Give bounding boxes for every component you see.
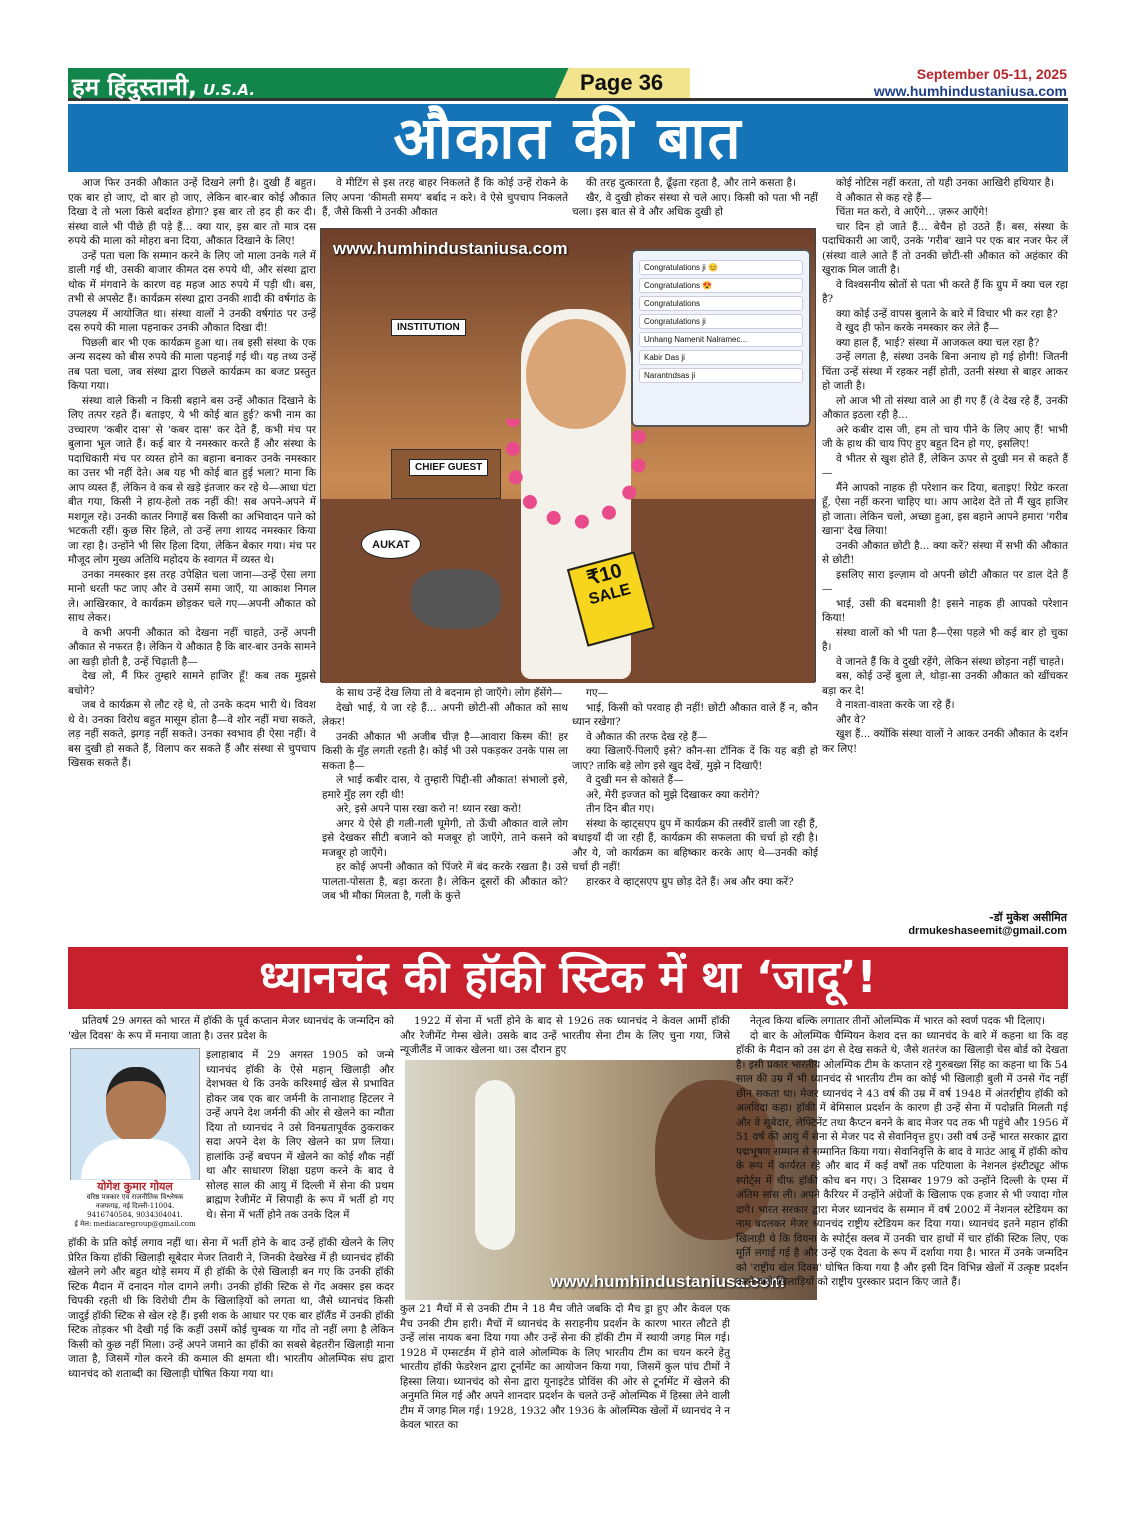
paragraph: चार दिन हो जाते हैं... बेचैन हो उठते हैं। बस, संस्था के पदाधिकारी आ जाएँ, उनके 'गरीब' खाने पर एक बार नजर फेर लें (संस्था वाले आते हैं तो उनकी छोटी-सी औकात को अहंकार की खुराक मिल जाती है। bbox=[822, 220, 1068, 276]
paragraph: इसलिए सारा इल्ज़ाम वो अपनी छोटी औकात पर डाल देते हैं — bbox=[822, 568, 1068, 595]
man-face bbox=[526, 319, 626, 429]
paragraph: तीन दिन बीत गए। bbox=[586, 803, 655, 815]
chat-message: Congratulations 😍 bbox=[639, 278, 803, 293]
author-email[interactable]: ई मेल: mediacaregroup@gmail.com bbox=[74, 1220, 196, 1228]
paragraph: दो बार के ओलम्पिक चैम्पियन केशव दत्त का ध्यानचंद के बारे में कहना था कि वह हॉकी के मैदान को उस ढंग से देख सकते थे, जैसे शतरंज का खिलाड़ी चेस बोर्ड को देखता है। इसी प्रकार भारतीय ओलम्पिक टीम के कप्तान रहे गुरुबख्श सिंह का कहना था कि 54 साल की उम्र में भी ध्यानचंद से भारतीय टीम का कोई भी खिलाड़ी बुली में उनसे गेंद नहीं छीन सकता था। मेजर ध्यानचंद ने 43 वर्ष की उम्र में वर्ष 1948 में अंतर्राष्ट्रीय हॉकी को अलविदा कहा। हॉकी में बेमिसाल प्रदर्शन के कारण ही उन्हें सेना में पदोन्नति मिलती गई और वे सूबेदार, लेफ्टिनेंट तथा कैप्टन बनने के बाद मेजर पद तक भी पहुंचे और 1956 में 51 वर्ष की आयु में सेना से मेजर पद से सेवानिवृत्त हुए। उसी वर्ष उन्हें भारत सरकार द्वारा पद्मभूषण सम्मान से सम्मानित किया गया। सेवानिवृत्ति के बाद वे माउंट आबू में हॉकी कोच के रूप में कार्यरत रहे और बाद में कई वर्षों तक पटियाला के नेशनल इंस्टीट्यूट ऑफ स्पोर्ट्स में चीफ हॉकी कोच बन गए। 3 दिसम्बर 1979 को उन्होंने दिल्ली के एम्स में अंतिम सांस ली। अपने कैरियर में उन्होंने अंग्रेजों के खिलाफ एक हजार से भी ज्यादा गोल दागे। भारत सरकार द्वारा मेजर ध्यानचंद के सम्मान में वर्ष 2002 में नेशनल स्टेडियम का नाम बदलकर मेजर ध्यानचंद राष्ट्रीय स्टेडियम कर दिया गया। ध्यानचंद इतने महान हॉकी खिलाड़ी थे कि वियना के स्पोर्ट्स क्लब में उनकी चार हाथों में चार हॉकी स्टिक लिए, एक मूर्ति लगाई गई है और उन्हें एक देवता के रूप में दर्शाया गया है। भारत में उनके जन्मदिन को 'राष्ट्रीय खेल दिवस' घोषित किया गया है और इसी दिन विभिन्न खेलों में उत्कृष्ट प्रदर्शन करने वाले खिलाड़ियों को राष्ट्रीय पुरस्कार प्रदान किए जाते हैं। bbox=[736, 1029, 1068, 1288]
paragraph: क्या खिलाएँ-पिलाएँ इसे? कौन-सा टॉनिक दें कि यह बड़ी हो जाए? ताकि बड़े लोग इसे खुद देखें, मुझे न दिखाएँ! bbox=[572, 745, 818, 772]
paragraph: बस, कोई उन्हें बुला ले, थोड़ा-सा उनकी औकात को खींचकर बड़ा कर दे! bbox=[822, 670, 1068, 697]
page-number: Page 36 bbox=[580, 70, 664, 95]
paragraph: नेतृत्व किया बल्कि लगातार तीनों ओलम्पिक में भारत को स्वर्ण पदक भी दिलाए। bbox=[750, 1015, 1046, 1027]
author-phones: 9416740584, 9034304041. bbox=[87, 1211, 183, 1219]
paragraph: वे नाश्ता-वाश्ता करके जा रहे हैं। bbox=[836, 699, 955, 711]
paragraph: मैंने आपको नाहक ही परेशान कर दिया, बताइए! रिग्रेट करता हूँ, ऐसा नहीं करना चाहिए था। आप आदेश देते तो मैं खुद हाजिर हो जाता। लेकिन चलो, अच्छा हुआ, इस बहाने आपने हमारा 'गरीब खाना' देख लिया! bbox=[822, 481, 1068, 537]
paragraph: जब वे कार्यक्रम से लौट रहे थे, तो उनके कदम भारी थे। विवश थे वे। उनका विरोध बहुत मासूम होता है—वे शोर नहीं मचा सकते, लड़ नहीं सकते, झगड़ नहीं सकते। उनका स्वभाव ही ऐसा नहीं। वे बस दुखी हो सकते हैं, विलाप कर सकते हैं और संस्था से चुपचाप खिसक सकते हैं। bbox=[68, 699, 316, 769]
paragraph: वे खुद ही फोन करके नमस्कार कर लेते हैं— bbox=[836, 322, 1000, 334]
photo-watermark: www.humhindustaniusa.com bbox=[550, 1272, 785, 1291]
hockey-player-figure bbox=[475, 1080, 515, 1250]
article1-title: औकात की बात bbox=[68, 104, 1068, 172]
website-link[interactable]: www.humhindustaniusa.com bbox=[873, 83, 1067, 99]
speech-bubble: AUKAT bbox=[361, 529, 421, 559]
paragraph: ले भाई कबीर दास, ये तुम्हारी पिद्दी-सी औकात! संभालो इसे, हमारे मुँह लग रही थी! bbox=[322, 774, 568, 801]
paragraph: खुश हैं... क्योंकि संस्था वालों ने आकर उनकी औकात के दर्शन कर लिए! bbox=[822, 728, 1068, 755]
article1-col3-top bbox=[572, 176, 818, 226]
chat-message: Congratulations bbox=[639, 296, 803, 311]
paragraph: वे दुखी मन से कोसते हैं— bbox=[586, 774, 684, 786]
cartoon-illustration bbox=[320, 228, 816, 682]
article1-email[interactable]: drmukeshaseemit@gmail.com bbox=[908, 925, 1067, 937]
masthead bbox=[72, 70, 255, 103]
paragraph: और वे? bbox=[836, 713, 866, 726]
paragraph: वे औकात की तरफ देख रहे हैं— bbox=[586, 730, 708, 743]
paragraph: उनका नमस्कार इस तरह उपेक्षित चला जाना—उन्हें ऐसा लगा मानो धरती फट जाए और वे उसमें समा जाएँ, या आकाश निगल ले। आखिरकार, वे कार्यक्रम छोड़कर चले गए—अपनी औकात को साथ लेकर। bbox=[68, 568, 316, 624]
issue-date: September 05-11, 2025 bbox=[916, 66, 1067, 82]
paragraph: वे कभी अपनी औकात को देखना नहीं चाहते, उन्हें अपनी औकात से नफरत है। लेकिन ये औकात है कि बार-बार उनके सामने आ खड़ी होती है, उन्हें चिढ़ाती है— bbox=[68, 626, 316, 668]
paragraph: के साथ उन्हें देख लिया तो वे बदनाम हो जाएँगे। लोग हँसेंगे— bbox=[336, 687, 563, 699]
article2-col1-top bbox=[68, 1014, 394, 1048]
illustration-watermark: www.humhindustaniusa.com bbox=[333, 239, 568, 258]
article1-col2-top bbox=[322, 176, 568, 226]
paragraph: अगर ये ऐसे ही गली-गली घूमेगी, तो ऊँची औकात वाले लोग इसे देखकर सीटी बजाने को मजबूर हो जाएँगे, ताने कसने को मजबूर हो जाएँगे। bbox=[322, 817, 568, 859]
paragraph: संस्था वालों को भी पता है—ऐसा पहले भी कई बार हो चुका है। bbox=[822, 626, 1068, 653]
chat-message: Kabir Das ji bbox=[639, 350, 803, 365]
paragraph: उन्हें पता चला कि सम्मान करने के लिए जो माला उनके गले में डाली गई थी, उसकी बाजार कीमत दस रुपये थी, और संस्था द्वारा थोक में मंगवाने के कारण वह महज आठ रुपये में पड़ी थी। बस, तभी से अपसेट हैं। कार्यक्रम संस्था द्वारा उनकी शादी की वर्षगांठ के उपलक्ष्य में आयोजित था। संस्था वालों ने उनकी वर्षगांठ पर उन्हें दस रुपये की माला पहनाकर उनकी औकात दिखा दी! bbox=[68, 249, 316, 334]
paragraph: प्रतिवर्ष 29 अगस्त को भारत में हॉकी के पूर्व कप्तान मेजर ध्यानचंद के जन्मदिन को 'खेल दिवस' के रूप में मनाया जाता है। उत्तर प्रदेश के bbox=[68, 1015, 394, 1042]
article2-col1-side bbox=[206, 1048, 394, 1234]
paragraph: गए— bbox=[586, 687, 608, 699]
paragraph: उनकी औकात भी अजीब चीज़ है—आवारा किस्म की! हर किसी के मुँह लगती रहती है। कोई भी उसे पकड़कर उनके पास ला सकता है— bbox=[322, 730, 568, 772]
article1-col3-bottom bbox=[572, 686, 818, 936]
paragraph: क्या कोई उन्हें वापस बुलाने के बारे में विचार भी कर रहा है? bbox=[836, 307, 1058, 320]
paragraph: वे विश्वसनीय स्रोतों से पता भी करते हैं कि ग्रुप में क्या चल रहा है? bbox=[822, 278, 1068, 305]
chat-message: Narantndsas ji bbox=[639, 368, 803, 383]
paragraph: आज फिर उनकी औकात उन्हें दिखने लगी है। दुखी हैं बहुत। एक बार हो जाए, दो बार हो जाए, लेकिन बार-बार कोई औकात दिखा दे तो भला किसे बर्दाश्त होगा? इस बार तो हद ही कर दी। संस्था वाले भी पीछे ही पड़े हैं... क्या यार, इस बार तो मात्र दस रुपये की माला को मोहरा बना दिया, औकात दिखाने के लिए! bbox=[68, 177, 316, 247]
institution-label: INSTITUTION bbox=[391, 319, 466, 336]
chat-message: Congratulations ji bbox=[639, 314, 803, 329]
paragraph: हर कोई अपनी औकात को पिंजरे में बंद करके रखता है। उसे पालता-पोसता है, बड़ा करता है। लेकिन दूसरों की औकात को? जब भी मौका मिलता है, गली के कुत्ते bbox=[322, 861, 568, 902]
author-shirt bbox=[81, 1139, 191, 1179]
article2-col2-bottom bbox=[400, 1302, 730, 1477]
paragraph: वे भीतर से खुश होते हैं, लेकिन ऊपर से दुखी मन से कहते हैं— bbox=[822, 452, 1068, 479]
paragraph: चिंता मत करो, वे आएँगे... ज़रूर आएँगे! bbox=[836, 206, 989, 218]
article1-col1 bbox=[68, 176, 316, 769]
masthead-suffix: U.S.A. bbox=[203, 81, 256, 99]
price-tag-amount: ₹10 bbox=[584, 559, 625, 591]
paragraph: उनकी औकात छोटी है... क्या करें? संस्था में सभी की औकात से छोटी! bbox=[822, 539, 1068, 566]
chief-guest-label: CHIEF GUEST bbox=[409, 459, 488, 476]
paragraph: वे मीटिंग से इस तरह बाहर निकलते हैं कि कोई उन्हें रोकने के लिए अपना 'कीमती समय' बर्बाद न करे। वे ऐसे चुपचाप निकलते हैं, जैसे किसी ने उनकी औकात bbox=[322, 177, 568, 218]
author-name: योगेश कुमार गोयल bbox=[97, 1180, 173, 1193]
paragraph: लो आज भी तो संस्था वाले आ ही गए हैं (वे देख रहे हैं, उनकी औकात इठला रही है... bbox=[822, 394, 1068, 421]
paragraph: कोई नोटिस नहीं करता, तो यही उनका आखिरी हथियार है। bbox=[836, 177, 1055, 189]
author-designation: वरिष्ठ पत्रकार एवं राजनीतिक विश्लेषक bbox=[86, 1193, 184, 1201]
masthead-title: हम हिंदुस्तानी, bbox=[72, 73, 198, 101]
paragraph: संस्था वाले किसी न किसी बहाने बस उन्हें औकात दिखाने के लिए तत्पर रहते हैं। बताइए, ये भी कोई बात हुई? कभी नाम का उच्चारण 'कबीर दास' से 'कबर दास' कर देते हैं, कभी मंच पर बुलाना भूल जाते हैं। कई बार ये नमस्कार करते हैं और संस्था के पदाधिकारी मंच पर व्यस्त होने का बहाना बनाकर उनके नमस्कार का उत्तर भी नहीं देते। अब यह भी कोई बात हुई भला? माना कि आप व्यस्त हैं, लेकिन वे कब से खड़े इंतजार कर रहे थे—आधा घंटा बीत गया, किसी ने हाय-हेलो तक नहीं की! सब अपने-अपने में मशगूल रहे। उनकी कातर निगाहें बस किसी का अभिवादन पाने को भटकती रहीं। कुछ सिर हिले, तो उन्हें लगा शायद नमस्कार किया जा रहा है। उन्होंने भी सिर हिला दिया, लेकिन बेकार गया। मंच पर मौजूद लोग मुख्य अतिथि महोदय के स्वागत में व्यस्त थे। bbox=[68, 394, 316, 566]
article2-col1-bottom bbox=[68, 1236, 394, 1476]
chat-message: Unhang Namenit Nalramec... bbox=[639, 332, 803, 347]
paragraph: अरे कबीर दास जी, हम तो चाय पीने के लिए आए हैं! भाभी जी के हाथ की चाय पिए हुए बहुत दिन हो गए, इसलिए! bbox=[822, 423, 1068, 450]
article2-col2-top bbox=[400, 1014, 730, 1060]
paragraph: 1922 में सेना में भर्ती होने के बाद से 1926 तक ध्यानचंद ने केवल आर्मी हॉकी और रेजीमेंट गेम्स खेले। उसके बाद उन्हें भारतीय सेना टीम के लिए चुना गया, जिसे न्यूजीलैंड में जाकर खेलना था। उस दौरान हुए bbox=[400, 1015, 730, 1056]
paragraph: देखो भाई, ये जा रहे हैं... अपनी छोटी-सी औकात को साथ लेकर! bbox=[322, 701, 568, 728]
paragraph: की तरह दुत्कारता है, ढूँढ़ता रहता है, और ताने कसता है। bbox=[586, 177, 796, 189]
article2-title: ध्यानचंद की हॉकी स्टिक में था ‘जादू’! bbox=[68, 947, 1068, 1009]
whatsapp-chat-panel bbox=[631, 249, 811, 427]
paragraph: हारकर वे व्हाट्सएप ग्रुप छोड़ देते हैं। अब और क्या करें? bbox=[586, 875, 794, 888]
article2-col3 bbox=[736, 1014, 1068, 1476]
paragraph: भाई, किसी को परवाह ही नहीं! छोटी औकात वाले हैं न, कौन ध्यान रखेगा? bbox=[572, 701, 818, 728]
paragraph: हॉकी के प्रति कोई लगाव नहीं था। सेना में भर्ती होने के बाद उन्हें हॉकी खेलने के लिए प्रेरित किया हॉकी खिलाड़ी सूबेदार मेजर तिवारी ने, जिनकी देखरेख में ही ध्यानचंद हॉकी खेलने लगे और बहुत थोड़े समय में ही हॉकी के ऐसे खिलाड़ी बन गए कि उनकी हॉकी स्टिक मैदान में दनादन गोल दागने लगी। उनकी हॉकी स्टिक से गेंद अक्सर इस कदर चिपकी रहती थी कि विरोधी टीम के खिलाड़ियों को लगता था, जैसे ध्यानचंद किसी जादुई हॉकी स्टिक से खेल रहे हैं। इसी शक के आधार पर एक बार हॉलैंड में उनकी हॉकी स्टिक तोड़कर भी देखी गई कि कहीं उसमें कोई चुम्बक या गोंद तो नहीं लगा है लेकिन किसी को कुछ नहीं मिला। उन्हें अपने जमाने का हॉकी का सबसे बेहतरीन खिलाड़ी माना जाता है, जिसमें गोल करने की कमाल की क्षमता थी। भारतीय ओलम्पिक संघ द्वारा ध्यानचंद को शताब्दी का खिलाड़ी घोषित किया गया था। bbox=[68, 1237, 394, 1380]
price-tag-sale: SALE bbox=[587, 580, 633, 609]
article1-author: -डॉ मुकेश असीमित bbox=[989, 911, 1067, 924]
paragraph: वे औकात से कह रहे हैं— bbox=[836, 191, 932, 204]
paragraph: संस्था के व्हाट्सएप ग्रुप में कार्यक्रम की तस्वीरें डाली जा रही हैं, बधाइयाँ दी जा रही हैं, कार्यक्रम की सफलता की चर्चा हो रही है। और ये, जो कार्यक्रम का बहिष्कार करके आए थे—उनकी कोई चर्चा ही नहीं! bbox=[572, 817, 818, 873]
article1-col2-bottom bbox=[322, 686, 568, 936]
paragraph: क्या हाल हैं, भाई? संस्था में आजकल क्या चल रहा है? bbox=[836, 336, 1040, 349]
paragraph: उन्हें लगता है, संस्था उनके बिना अनाथ हो गई होगी! जितनी चिंता उन्हें संस्था में रहकर नहीं होती, उतनी संस्था से बाहर आकर हो जाती है। bbox=[822, 351, 1068, 392]
paragraph: पिछली बार भी एक कार्यक्रम हुआ था। तब इसी संस्था के एक अन्य सदस्य को बीस रुपये की माला पहनाई गई थी। यह तथ्य उन्हें तब पता चला, जब संस्था द्वारा पिछले कार्यक्रम का बजट प्रस्तुत किया गया। bbox=[68, 336, 316, 392]
paragraph: खैर, वे दुखी होकर संस्था से चले आए। किसी को पता भी नहीं चला। इस बात से वे और अधिक दुखी हो bbox=[572, 191, 818, 218]
paragraph: अरे, इसे अपने पास रखा करो न! ध्यान रखा करो! bbox=[336, 803, 522, 815]
paragraph: अरे, मेरी इज्जत को मुझे दिखाकर क्या करोगे? bbox=[586, 788, 760, 801]
paragraph: देख लो, मैं फिर तुम्हारे सामने हाजिर हूँ! कब तक मुझसे बचोगे? bbox=[68, 670, 316, 697]
dog-figure bbox=[411, 569, 501, 629]
author-address: नजफगढ़, नई दिल्ली-11004. bbox=[95, 1202, 175, 1210]
article1-col4 bbox=[822, 176, 1068, 906]
author-caption bbox=[70, 1180, 200, 1228]
paragraph: वे जानते हैं कि वे दुखी रहेंगे, लेकिन संस्था छोड़ना नहीं चाहते। bbox=[836, 655, 1065, 668]
chat-message: Congratulations ji 😊 bbox=[639, 260, 803, 275]
paragraph: इलाहाबाद में 29 अगस्त 1905 को जन्मे ध्यानचंद हॉकी के ऐसे महान् खिलाड़ी और देशभक्त थे कि उनके करिश्माई खेल से प्रभावित होकर जब एक बार जर्मनी के तानाशाह हिटलर ने उन्हें अपने देश जर्मनी की ओर से खेलने का न्यौता दिया तो ध्यानचंद ने उसे विनम्रतापूर्वक ठुकराकर सदा अपने देश के लिए खेलने का प्रण लिया। हालांकि उन्हें बचपन में खेलने का कोई शौक नहीं था और साधारण शिक्षा ग्रहण करने के बाद वे सोलह साल की आयु में दिल्ली में सेना की प्रथम ब्राह्मण रेजीमेंट में सिपाही के रूप में भर्ती हो गए थे। सेना में भर्ती होने तक उनके दिल में bbox=[206, 1049, 394, 1221]
paragraph: कुल 21 मैचों में से उनकी टीम ने 18 मैच जीते जबकि दो मैच ड्रा हुए और केवल एक मैच उनकी टीम हारी। मैचों में ध्यानचंद के सराहनीय प्रदर्शन के कारण भारत लौटते ही उन्हें लांस नायक बना दिया गया और उन्हें सेना की हॉकी टीम में स्थायी जगह मिल गई। 1928 में एम्सटर्डम में होने वाले ओलम्पिक के लिए भारतीय टीम का चयन करने हेतु भारतीय हॉकी फेडरेशन द्वारा टूर्नामेंट का आयोजन किया गया, जिसमें कुल पांच टीमों ने हिस्सा लिया। ध्यानचंद को सेना द्वारा यूनाइटेड प्रोविंस की ओर से टूर्नामेंट में खेलने की अनुमति मिल गई और अपने शानदार प्रदर्शन के चलते उन्हें ओलम्पिक में हिस्सा लेने वाली टीम में जगह मिल गई। 1928, 1932 और 1936 के ओलम्पिक खेलों में ध्यानचंद ने न केवल भारत का bbox=[400, 1303, 730, 1431]
paragraph: भाई, उसी की बदमाशी है! इसने नाहक ही आपको परेशान किया! bbox=[822, 597, 1068, 624]
author-face bbox=[106, 1067, 166, 1142]
